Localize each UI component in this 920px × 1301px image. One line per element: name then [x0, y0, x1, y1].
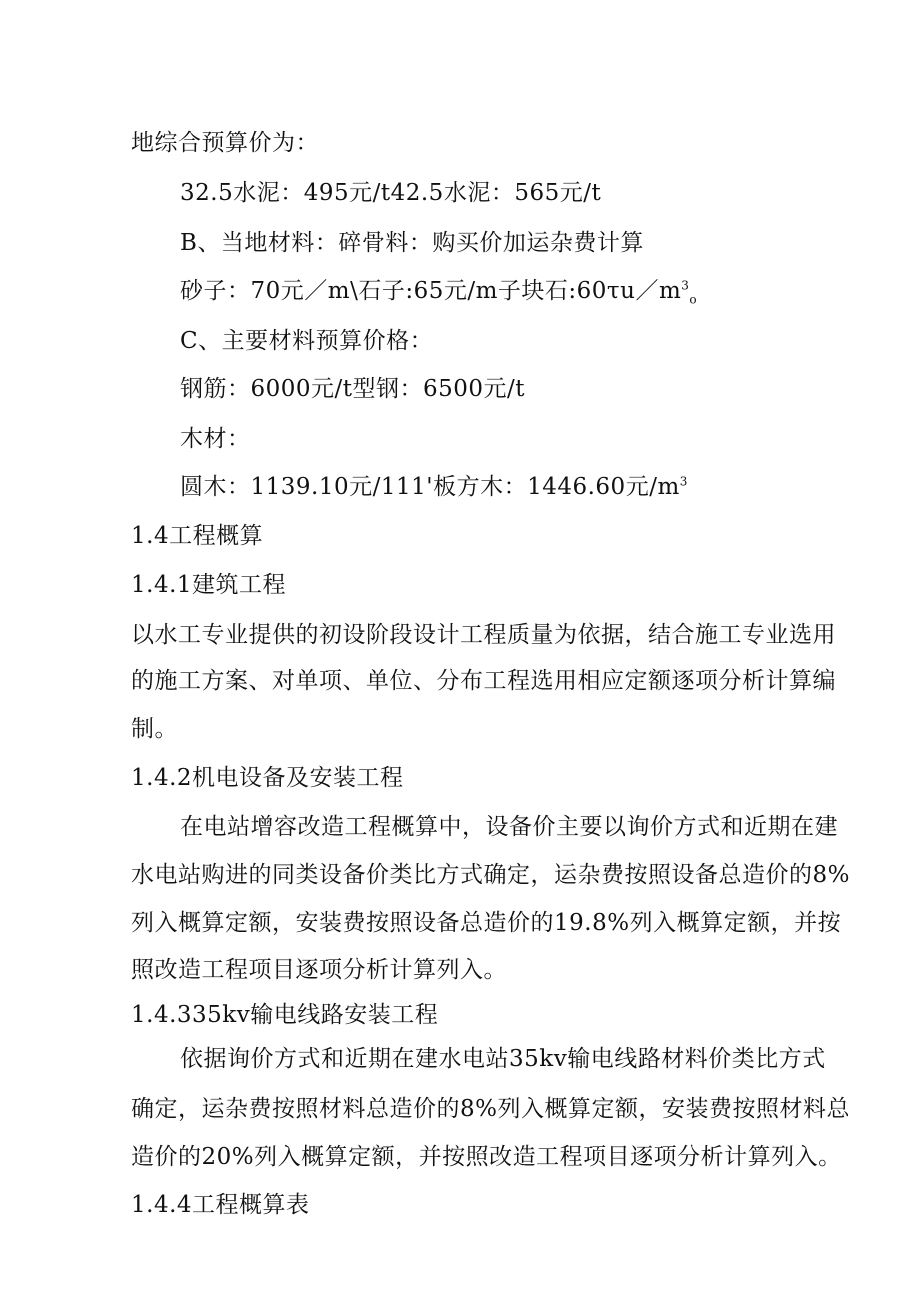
text-line: C、主要材料预算价格：	[180, 328, 434, 354]
text-segment: 圆木：1139.10元/111'板方木：1446.60元/m	[180, 474, 680, 500]
paragraph-line: 制。	[131, 716, 178, 742]
superscript: 3	[681, 278, 690, 293]
section-heading: 1.4.4工程概算表	[131, 1192, 310, 1218]
paragraph-line: 照改造工程项目逐项分析计算列入。	[131, 957, 507, 983]
paragraph-line: 的施工方案、对单项、单位、分布工程选用相应定额逐项分析计算编	[131, 668, 836, 694]
section-heading: 1.4工程概算	[131, 523, 264, 549]
section-heading: 1.4.2机电设备及安装工程	[131, 765, 404, 791]
section-heading: 1.4.335kv输电线路安装工程	[131, 1002, 439, 1028]
text-line: 木材：	[180, 426, 251, 452]
paragraph-line: 依据询价方式和近期在建水电站35kv输电线路材料价类比方式	[180, 1046, 826, 1072]
subscript: o	[689, 292, 698, 307]
text-line: 32.5水泥：495元/t42.5水泥：565元/t	[180, 180, 602, 206]
text-line: 钢筋：6000元/t型钢：6500元/t	[180, 376, 526, 402]
paragraph-line: 水电站购进的同类设备价类比方式确定，运杂费按照设备总造价的8%	[131, 862, 850, 888]
paragraph-line: 以水工专业提供的初设阶段设计工程质量为依据，结合施工专业选用	[131, 622, 836, 648]
section-heading: 1.4.1建筑工程	[131, 572, 287, 598]
text-line	[180, 276, 697, 306]
text-line: B、当地材料：碎骨料：购买价加运杂费计算	[180, 230, 644, 256]
paragraph-line: 列入概算定额，安装费按照设备总造价的19.8%列入概算定额，并按	[131, 910, 842, 936]
text-line	[180, 472, 688, 502]
text-line: 地综合预算价为：	[131, 130, 319, 156]
paragraph-line: 造价的20%列入概算定额，并按照改造工程项目逐项分析计算列入。	[131, 1144, 842, 1170]
paragraph-line: 确定，运杂费按照材料总造价的8%列入概算定额，安装费按照材料总	[131, 1096, 850, 1122]
superscript: 3	[679, 474, 688, 489]
paragraph-line: 在电站增容改造工程概算中，设备价主要以询价方式和近期在建	[180, 814, 838, 840]
text-segment: 砂子：70元／m\石子:65元/m子块石:60τu／m	[180, 278, 682, 304]
